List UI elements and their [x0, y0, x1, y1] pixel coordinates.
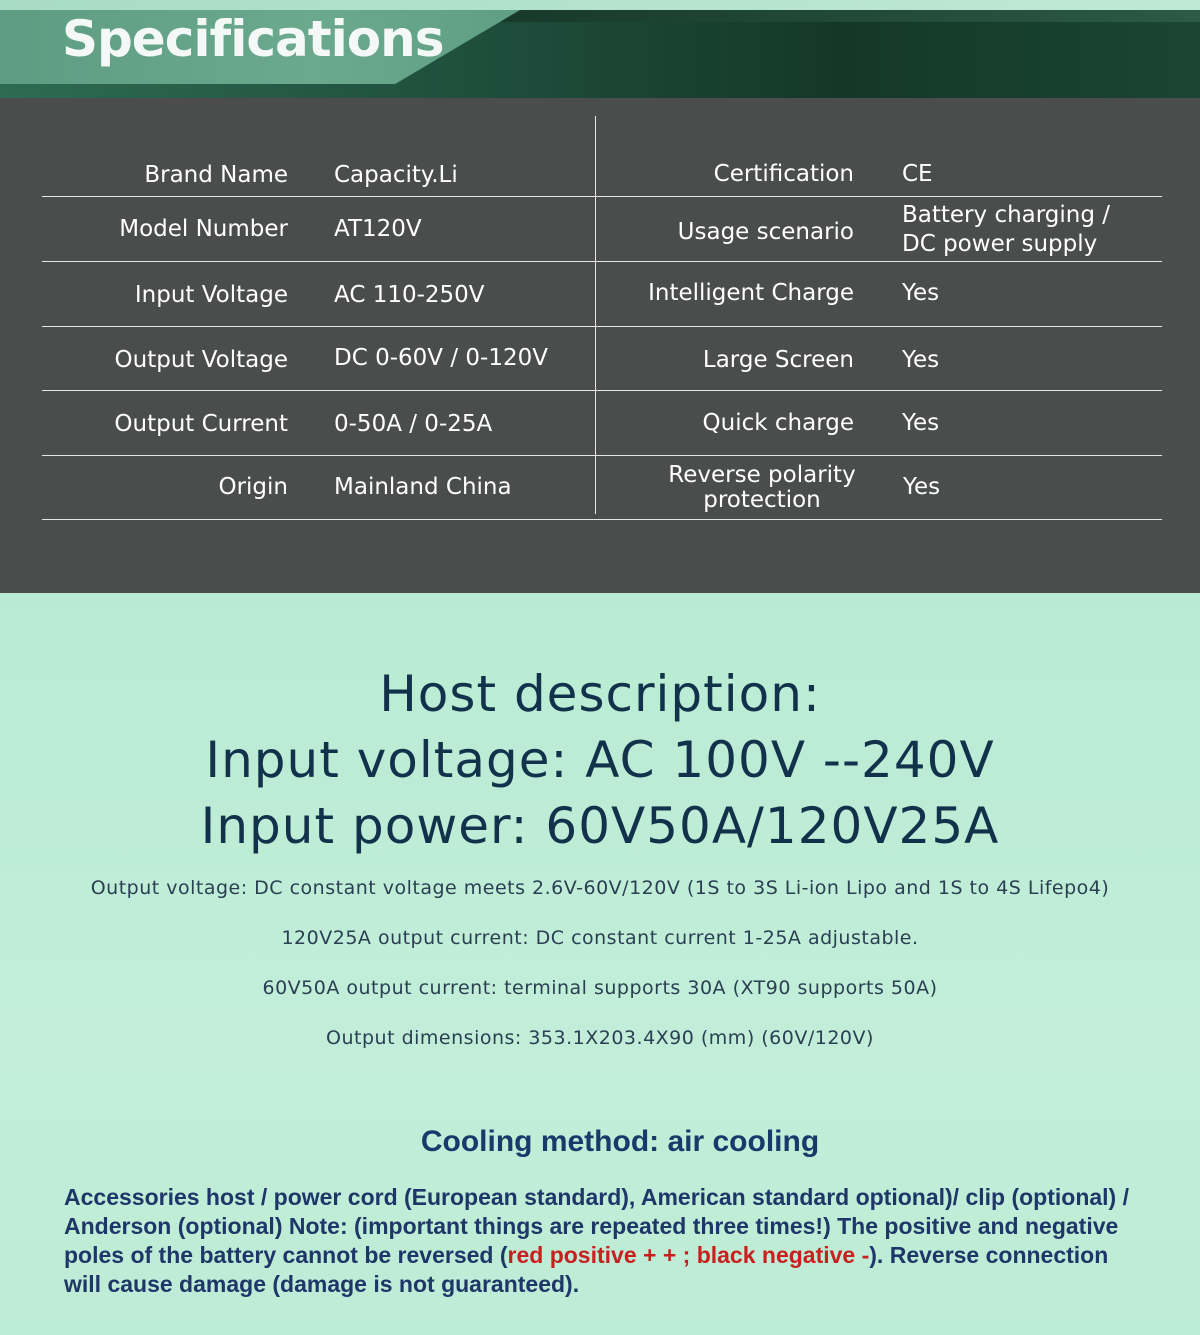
spec-label-output-current: Output Current	[114, 411, 288, 437]
cooling-method-heading: Cooling method: air cooling	[420, 1125, 820, 1158]
output-dimensions-line: Output dimensions: 353.1X203.4X90 (mm) (60V/120V)	[326, 1027, 874, 1049]
row-divider	[42, 390, 1162, 391]
output-voltage-line: Output voltage: DC constant voltage meets 2.6V-60V/120V (1S to 3S Li-ion Lipo and 1S to 4S Lifepo4)	[90, 877, 1110, 899]
spec-value-usage-scenario-line1: Battery charging /	[902, 202, 1111, 228]
accessories-text-end: ). Reverse connection will cause damage (damage is not guaranteed).	[64, 1242, 1109, 1297]
accessories-note	[64, 1183, 1144, 1299]
spec-label-usage-scenario: Usage scenario	[677, 219, 854, 245]
spec-value-intelligent-charge: Yes	[902, 280, 940, 306]
spec-label-brand-name: Brand Name	[144, 162, 288, 188]
spec-label-origin: Origin	[218, 474, 288, 500]
row-divider	[42, 261, 1162, 262]
spec-label-output-voltage: Output Voltage	[114, 347, 288, 373]
spec-value-origin: Mainland China	[334, 474, 512, 500]
banner-accent-line	[500, 10, 1200, 22]
spec-value-usage-scenario-line2: DC power supply	[902, 231, 1098, 257]
row-divider	[42, 196, 1162, 197]
spec-value-quick-charge: Yes	[902, 410, 940, 436]
spec-value-reverse-polarity: Yes	[903, 474, 941, 500]
host-heading: Host description:	[379, 665, 821, 723]
input-power-heading: Input power: 60V50A/120V25A	[200, 797, 1000, 855]
output-current-60v-line: 60V50A output current: terminal supports 30A (XT90 supports 50A)	[262, 977, 938, 999]
accessories-text-start: Accessories host / power cord (European standard), American standard optional)/ clip (optional) / Anderson (optional) Note: (important things are repeated three times!) The positive and negative poles of the battery cannot be reversed (	[64, 1184, 1129, 1268]
polarity-warning-text: red positive + + ; black negative -	[507, 1242, 870, 1268]
spec-value-input-voltage: AC 110-250V	[334, 282, 485, 308]
spec-value-large-screen: Yes	[902, 347, 940, 373]
row-divider	[42, 455, 1162, 456]
output-current-120v-line: 120V25A output current: DC constant current 1-25A adjustable.	[281, 927, 919, 949]
spec-value-brand-name: Capacity.Li	[334, 162, 458, 188]
spec-label-certification: Certification	[713, 161, 854, 187]
spec-label-input-voltage: Input Voltage	[134, 282, 288, 308]
spec-value-certification: CE	[902, 161, 933, 187]
spec-label-intelligent-charge: Intelligent Charge	[648, 280, 854, 306]
spec-value-model-number: AT120V	[334, 216, 422, 242]
page-title: Specifications	[62, 10, 444, 68]
spec-value-output-voltage: DC 0-60V / 0-120V	[334, 345, 548, 371]
spec-label-reverse-polarity-line2: protection	[703, 487, 821, 513]
input-voltage-heading: Input voltage: AC 100V --240V	[205, 731, 995, 789]
spec-value-output-current: 0-50A / 0-25A	[334, 411, 493, 437]
spec-table	[0, 98, 1200, 593]
spec-label-large-screen: Large Screen	[702, 347, 854, 373]
host-description-section	[0, 593, 1200, 1335]
header-banner	[0, 0, 1200, 98]
row-divider	[42, 519, 1162, 520]
spec-label-quick-charge: Quick charge	[702, 410, 854, 436]
spec-label-reverse-polarity-line1: Reverse polarity	[668, 462, 856, 488]
spec-label-model-number: Model Number	[119, 216, 288, 242]
row-divider	[42, 326, 1162, 327]
